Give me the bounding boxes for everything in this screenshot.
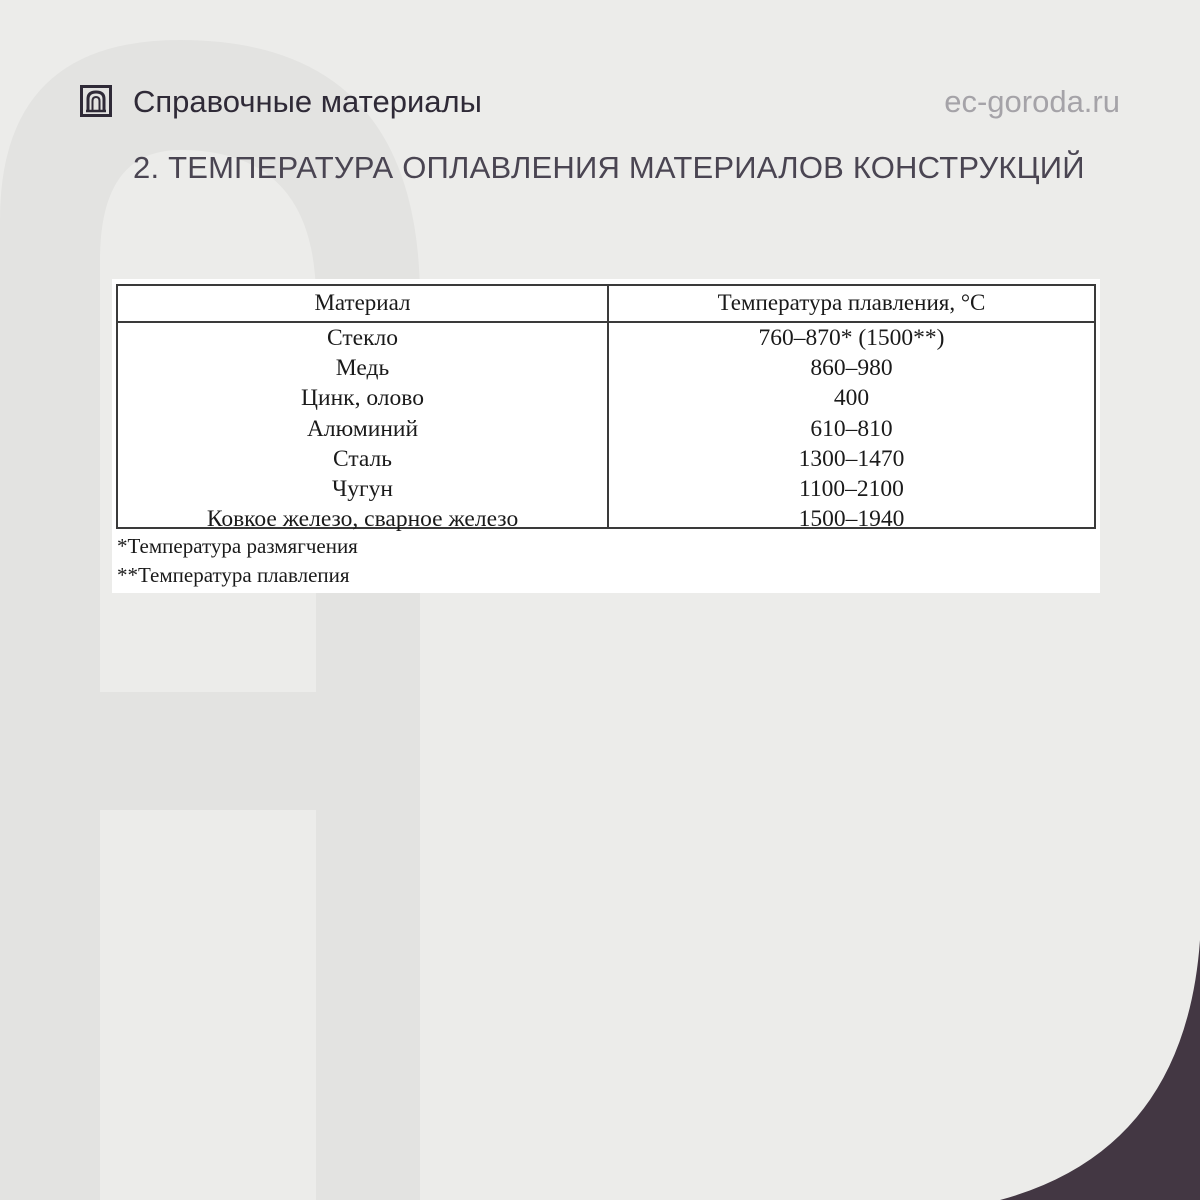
melting-temperature-table-image [112,279,1100,593]
temperature-cell: 1300–1470 [798,445,905,472]
arch-logo-icon [80,85,112,117]
table-row [118,444,1094,474]
footnote-melting: **Температура плавлепия [117,563,350,587]
material-cell: Алюминий [306,415,419,442]
corner-accent-curve [1000,940,1200,1200]
material-cell: Чугун [332,475,393,502]
temperature-cell: 760–870* (1500**) [758,325,945,351]
table-body [118,323,1094,534]
table-row [118,504,1094,534]
temperature-cell: 860–980 [810,355,893,382]
footnote-softening: *Температура размягчения [117,534,358,558]
header [80,82,1120,122]
temperature-cell: 610–810 [810,415,893,442]
table-row [118,474,1094,504]
table-footnotes [117,532,358,590]
table-row [118,383,1094,413]
material-cell: Медь [335,355,390,382]
table-row [118,353,1094,383]
temperature-cell: 1100–2100 [799,475,904,502]
material-cell: Сталь [332,445,392,472]
background-arch-shape [0,40,420,1200]
table-header-temperature: Температура плавления, °С [717,290,986,315]
section-title: Справочные материалы [133,84,482,119]
site-domain[interactable]: ec-goroda.ru [944,84,1120,119]
temperature-cell: 400 [833,385,870,412]
table-header-material: Материал [314,290,411,315]
table-frame [116,284,1096,533]
background-crossbar [0,692,420,810]
material-cell: Ковкое железо, сварное железо [206,506,519,533]
table-row [118,323,1094,353]
page-title: 2. ТЕМПЕРАТУРА ОПЛАВЛЕНИЯ МАТЕРИАЛОВ КОНСТРУКЦИЙ [133,150,1085,185]
table-row [118,414,1094,444]
material-cell: Стекло [327,325,398,351]
temperature-cell: 1500–1940 [798,506,905,533]
material-cell: Цинк, олово [301,385,424,412]
